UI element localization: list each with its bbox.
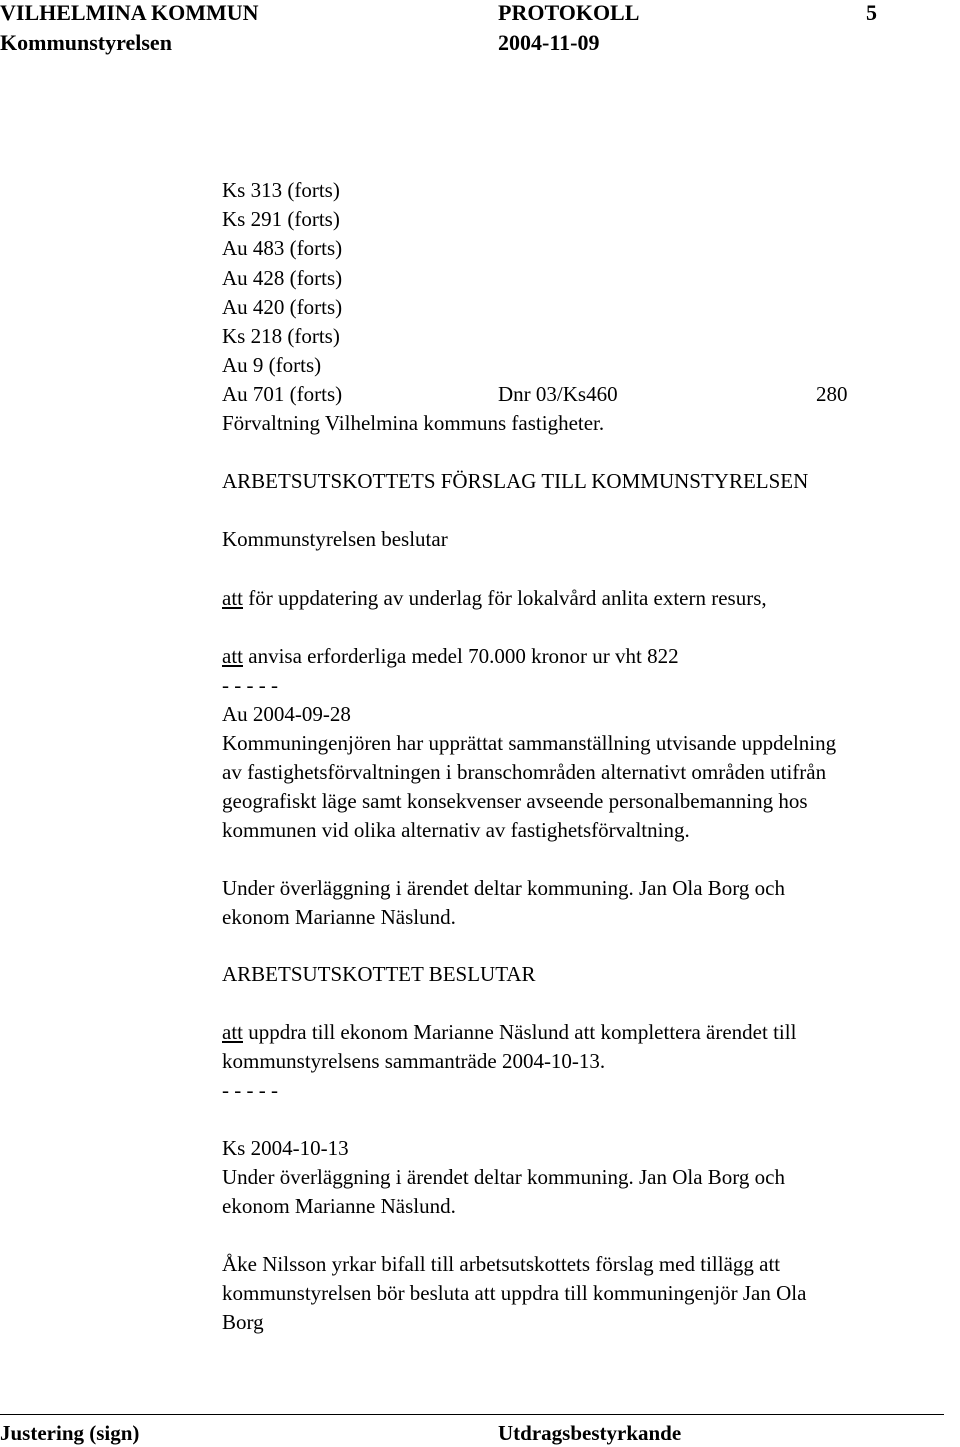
header-body: Kommunstyrelsen xyxy=(0,30,172,55)
att-clause-1 xyxy=(222,584,767,613)
paragraph-ref: Au 420 (forts) xyxy=(222,295,343,319)
discussion-line: Under överläggning i ärendet deltar kommuning. Jan Ola Borg och xyxy=(222,876,785,900)
au-date: Au 2004-09-28 xyxy=(222,702,351,726)
att-word: att xyxy=(222,1020,243,1044)
ks-date: Ks 2004-10-13 xyxy=(222,1136,349,1160)
att-text: för uppdatering av underlag för lokalvård anlita extern resurs, xyxy=(243,586,767,610)
proposal-line: kommunstyrelsen bör besluta att uppdra till kommuningenjör Jan Ola xyxy=(222,1281,807,1305)
proposal-line: Borg xyxy=(222,1310,264,1334)
header-date: 2004-11-09 xyxy=(498,30,600,55)
dnr: Dnr 03/Ks460 xyxy=(498,382,618,406)
discussion-line: ekonom Marianne Näslund. xyxy=(222,1194,456,1218)
att-word: att xyxy=(222,586,243,610)
au-text-line: geografiskt läge samt konsekvenser avseende personalbemanning hos xyxy=(222,789,808,813)
header-doc-type: PROTOKOLL xyxy=(498,0,640,25)
paragraph-ref: Ks 313 (forts) xyxy=(222,178,340,202)
au-text-line: Kommuningenjören har upprättat sammanställning utvisande uppdelning xyxy=(222,731,837,755)
au-decision-line: kommunstyrelsens sammanträde 2004-10-13. xyxy=(222,1049,606,1073)
att-word: att xyxy=(222,644,243,668)
paragraph-ref: Au 483 (forts) xyxy=(222,236,343,260)
signature-label: Justering (sign) xyxy=(0,1421,140,1445)
paragraph-ref: Au 9 (forts) xyxy=(222,353,322,377)
paragraph-ref: Au 701 (forts) xyxy=(222,382,343,406)
au-text-line: av fastighetsförvaltningen i branschområden alternativt områden utifrån xyxy=(222,760,827,784)
footer-rule xyxy=(0,1414,944,1415)
proposal-heading: ARBETSUTSKOTTETS FÖRSLAG TILL KOMMUNSTYRELSEN xyxy=(222,469,809,493)
au-text-line: kommunen vid olika alternativ av fastighetsförvaltning. xyxy=(222,818,690,842)
att-text: anvisa erforderliga medel 70.000 kronor ur vht 822 xyxy=(243,644,679,668)
paragraph-ref: Ks 218 (forts) xyxy=(222,324,340,348)
paragraph-ref: Au 428 (forts) xyxy=(222,266,343,290)
case-number: 280 xyxy=(816,382,848,406)
ref-last-row xyxy=(222,380,922,409)
au-decision-heading: ARBETSUTSKOTTET BESLUTAR xyxy=(222,962,536,986)
att-text: uppdra till ekonom Marianne Näslund att komplettera ärendet till xyxy=(243,1020,797,1044)
discussion-line: Under överläggning i ärendet deltar kommuning. Jan Ola Borg och xyxy=(222,1165,785,1189)
header-municipality: VILHELMINA KOMMUN xyxy=(0,0,259,25)
separator: - - - - - xyxy=(222,673,278,697)
ks-decides: Kommunstyrelsen beslutar xyxy=(222,527,448,551)
proposal-line: Åke Nilsson yrkar bifall till arbetsutskottets förslag med tillägg att xyxy=(222,1252,781,1276)
extract-label: Utdragsbestyrkande xyxy=(498,1421,682,1445)
separator: - - - - - xyxy=(222,1078,278,1102)
att-clause-2 xyxy=(222,642,679,671)
header-page-number: 5 xyxy=(866,0,877,25)
paragraph-ref: Ks 291 (forts) xyxy=(222,207,340,231)
au-decision-clause xyxy=(222,1018,796,1047)
discussion-line: ekonom Marianne Näslund. xyxy=(222,905,456,929)
subject: Förvaltning Vilhelmina kommuns fastigheter. xyxy=(222,411,605,435)
